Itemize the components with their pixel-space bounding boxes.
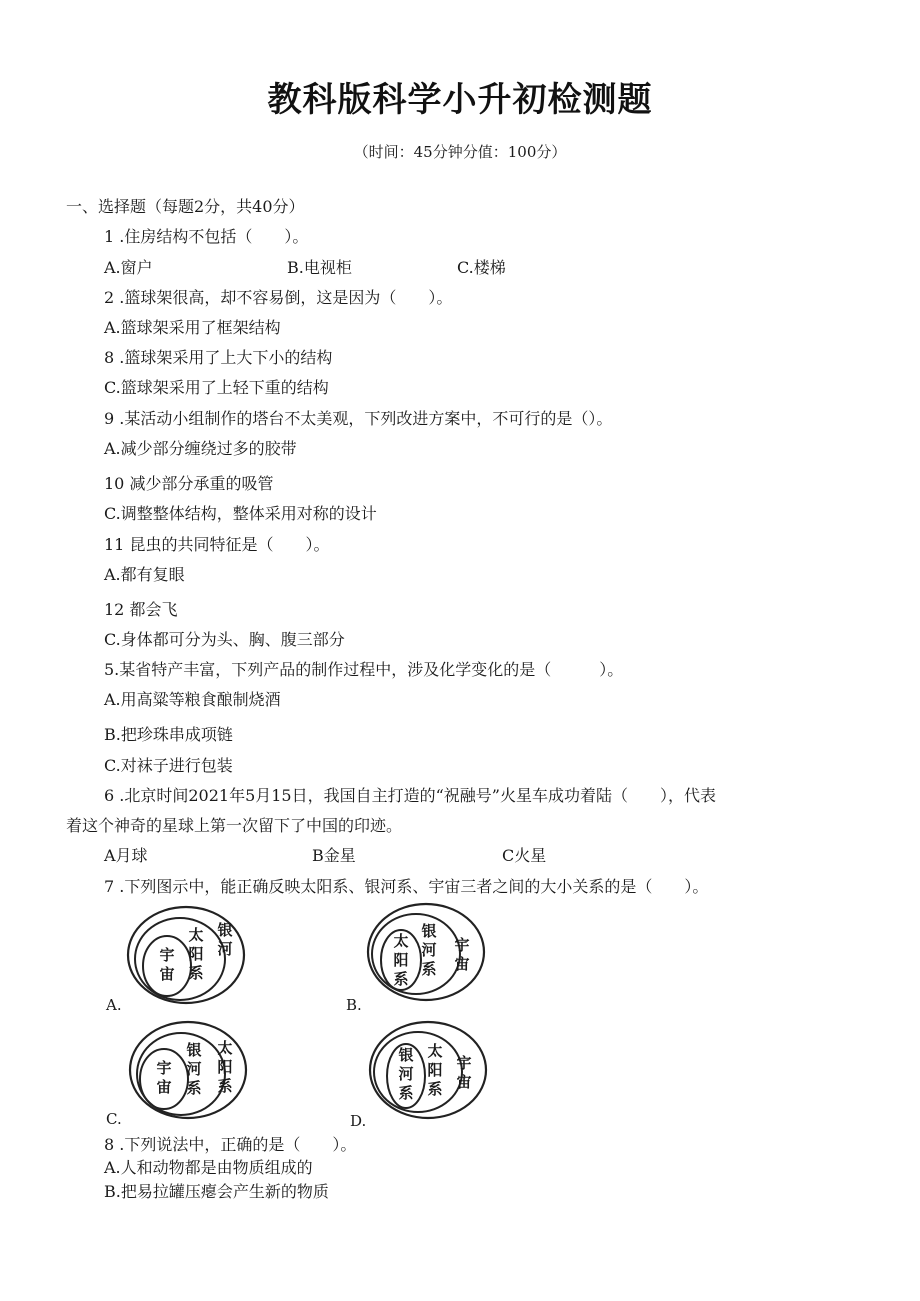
inner-label: 宇宙 bbox=[159, 946, 175, 983]
inner-label: 银河系 bbox=[398, 1046, 414, 1102]
q2-option-a: A.篮球架采用了框架结构 bbox=[104, 318, 281, 337]
q7-option-d-label: D. bbox=[350, 1112, 367, 1130]
outer-label: 太阳系 bbox=[217, 1039, 233, 1095]
exam-info: （时间：45分钟分值：100分） bbox=[353, 143, 567, 161]
inner-label: 宇宙 bbox=[156, 1059, 172, 1096]
q8-option-b: B.把易拉罐压瘪会产生新的物质 bbox=[104, 1182, 329, 1201]
q1-stem: 1 .住房结构不包括（ ）。 bbox=[104, 227, 309, 246]
outer-label: 银河 bbox=[217, 921, 233, 958]
q4-stem: 11 昆虫的共同特征是（ ）。 bbox=[104, 535, 330, 554]
q7-option-a-label: A. bbox=[106, 996, 122, 1014]
q7-option-b-label: B. bbox=[346, 996, 362, 1014]
outer-label: 宇宙 bbox=[456, 1054, 472, 1091]
q6-option-b: B金星 bbox=[312, 846, 356, 865]
inner-label: 太阳系 bbox=[393, 932, 409, 988]
q8-option-a: A.人和动物都是由物质组成的 bbox=[104, 1158, 313, 1177]
middle-label: 银河系 bbox=[186, 1041, 202, 1097]
outer-label: 宇宙 bbox=[454, 936, 470, 973]
q7-diagram-b bbox=[364, 900, 490, 1004]
page-title: 教科版科学小升初检测题 bbox=[267, 80, 653, 120]
q2-option-b: 8 .篮球架采用了上大下小的结构 bbox=[104, 348, 333, 367]
q6-stem-line2: 着这个神奇的星球上第一次留下了中国的印迹。 bbox=[66, 816, 403, 835]
q6-option-c: C火星 bbox=[502, 846, 547, 865]
q7-stem: 7 .下列图示中，能正确反映太阳系、银河系、宇宙三者之间的大小关系的是（ ）。 bbox=[104, 877, 709, 896]
middle-label: 太阳系 bbox=[188, 926, 204, 982]
q4-option-a: A.都有复眼 bbox=[104, 565, 185, 584]
q2-stem: 2 .篮球架很高，却不容易倒，这是因为（ ）。 bbox=[104, 288, 453, 307]
middle-ring bbox=[135, 918, 225, 1000]
middle-label: 太阳系 bbox=[427, 1042, 443, 1098]
q3-option-a: A.减少部分缠绕过多的胶带 bbox=[104, 439, 297, 458]
q4-option-b: 12 都会飞 bbox=[104, 600, 178, 619]
q1-option-b: B.电视柜 bbox=[287, 258, 352, 277]
middle-label: 银河系 bbox=[421, 922, 437, 978]
q7-option-c-label: C. bbox=[106, 1110, 122, 1128]
q7-diagram-c bbox=[126, 1017, 250, 1123]
q2-option-c: C.篮球架采用了上轻下重的结构 bbox=[104, 378, 329, 397]
q3-stem: 9 .某活动小组制作的塔台不太美观，下列改进方案中，不可行的是（）。 bbox=[104, 409, 613, 428]
q7-diagram-d bbox=[366, 1018, 490, 1122]
q3-option-b: 10 减少部分承重的吸管 bbox=[104, 474, 274, 493]
q6-stem-line1: 6 .北京时间2021年5月15日，我国自主打造的“祝融号”火星车成功着陆（ ），代表 bbox=[104, 786, 716, 805]
q7-diagram-a bbox=[122, 902, 252, 1008]
q8-stem: 8 .下列说法中，正确的是（ ）。 bbox=[104, 1135, 357, 1154]
q3-option-c: C.调整整体结构，整体采用对称的设计 bbox=[104, 504, 377, 523]
q1-option-c: C.楼梯 bbox=[457, 258, 506, 277]
section-heading: 一、选择题（每题2分，共40分） bbox=[66, 197, 305, 216]
q6-option-a: A月球 bbox=[104, 846, 148, 865]
q5-option-b: B.把珍珠串成项链 bbox=[104, 725, 233, 744]
q5-option-c: C.对袜子进行包装 bbox=[104, 756, 233, 775]
q1-option-a: A.窗户 bbox=[104, 258, 153, 277]
q5-stem: 5.某省特产丰富，下列产品的制作过程中，涉及化学变化的是（ ）。 bbox=[104, 660, 624, 679]
q5-option-a: A.用高粱等粮食酿制烧酒 bbox=[104, 690, 281, 709]
q4-option-c: C.身体都可分为头、胸、腹三部分 bbox=[104, 630, 345, 649]
middle-ring bbox=[372, 914, 460, 994]
